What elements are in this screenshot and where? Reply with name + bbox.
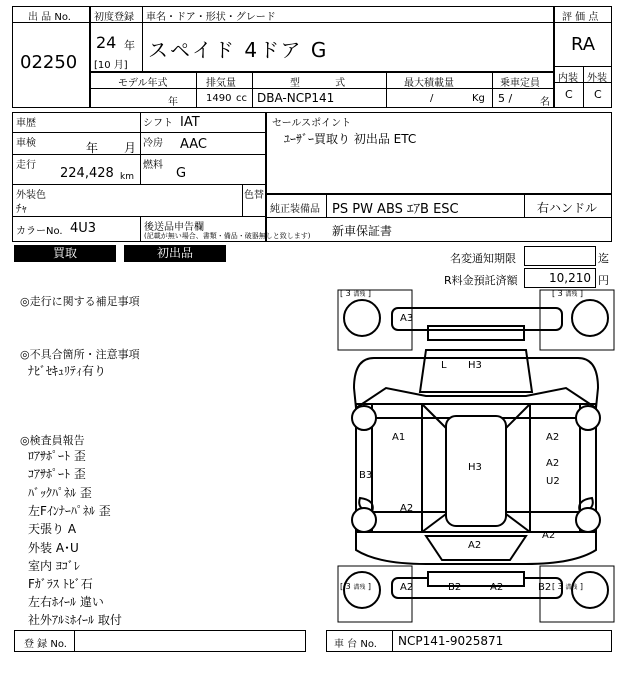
first-reg-label: 初度登録	[94, 12, 134, 23]
inspection-month: 月	[124, 141, 137, 155]
transfer-label: 名変通知期限	[450, 252, 516, 265]
equipment-value: PS PW ABS ｴｱB ESC	[332, 202, 459, 217]
defect-item: ﾅﾋﾞｾｷｭﾘﾃｨ有り	[28, 364, 107, 378]
recycle-label: R料金預託済額	[444, 274, 518, 287]
buyback-badge: 買取	[14, 245, 116, 262]
model-year-value: 年	[168, 97, 178, 108]
displacement-value: 1490	[206, 93, 232, 104]
tire-value-bottom-left: 3	[345, 582, 351, 591]
handle-value: 右ハンドル	[537, 201, 598, 215]
rear-plate	[428, 326, 524, 340]
exterior-value: C	[594, 88, 602, 101]
mark-front-bumper-2: B2	[448, 582, 462, 593]
color-no-label: カラーNo.	[16, 226, 63, 237]
inspector-item: ｺｱｻﾎﾟｰﾄ 歪	[28, 467, 86, 481]
chassis-label: 車 台 No.	[334, 639, 377, 650]
mark-rear-door-right: A2	[546, 458, 560, 469]
inspector-item: ﾛｱｻﾎﾟｰﾄ 歪	[28, 449, 86, 463]
recycle-value-box	[524, 268, 596, 288]
mark-front-bumper-1: A2	[400, 582, 414, 593]
tire-label-top-right: [ 3 溝残 ]	[552, 289, 583, 298]
exterior-label: 外装	[587, 73, 607, 84]
inspector-item: 室内 ﾖｺﾞﾚ	[28, 559, 80, 573]
later-parts-label: 後送品申告欄	[144, 222, 204, 233]
tire-label-bottom-left: [ 3 溝残 ]	[340, 582, 371, 591]
mark-front-bumper-4: B2	[538, 582, 552, 593]
model-name: スペイド 4ドア G	[148, 38, 329, 62]
inspection-label: 車検	[16, 138, 36, 149]
seats-unit: 名	[540, 97, 550, 108]
capacity-value: /	[430, 93, 434, 104]
interior-label: 内装	[558, 73, 578, 84]
mark-roof: H3	[468, 462, 482, 473]
chassis-value: NCP141-9025871	[398, 634, 504, 648]
tire-word-bottom-right: 溝残	[565, 584, 578, 591]
interior-value: C	[565, 88, 573, 101]
seats-label: 乗車定員	[500, 78, 540, 89]
wheel-rear-right	[572, 300, 608, 336]
mark-rear-glass-h: H3	[468, 360, 482, 371]
defect-title: ◎不具合箇所・注意事項	[20, 348, 140, 361]
rear-glass	[420, 350, 532, 392]
model-label: 車名・ドア・形状・グレード	[146, 12, 276, 23]
inspector-title: ◎検査員報告	[20, 434, 85, 447]
tire-box-bottom-right	[540, 566, 614, 622]
tire-value-top-left: 3	[345, 289, 351, 298]
tire-value-bottom-right: 3	[557, 582, 563, 591]
inspector-item: 左Fｲﾝﾅｰﾊﾟﾈﾙ 歪	[28, 504, 111, 518]
shift-label: シフト	[143, 118, 173, 129]
wheel-rear-left	[344, 300, 380, 336]
inspector-item: Fｶﾞﾗｽ ﾄﾋﾞ石	[28, 577, 93, 591]
history-label: 車歴	[16, 118, 36, 129]
aircon-value: AAC	[180, 137, 207, 152]
lot-label: 出 品 No.	[28, 12, 71, 23]
year-unit: 年	[124, 39, 135, 52]
mark-front-bumper-3: A2	[490, 582, 504, 593]
mark-front-right-fender: A2	[542, 530, 556, 541]
type-label: 型 式	[290, 78, 362, 89]
recolor-label: 色替	[244, 190, 264, 201]
displacement-label: 排気量	[206, 78, 236, 89]
tire-word-top-right: 溝残	[565, 291, 578, 298]
reg-label: 登 録 No.	[24, 639, 67, 650]
mileage-unit: km	[120, 172, 134, 182]
color-no-value: 4U3	[70, 221, 97, 236]
car-damage-diagram	[334, 288, 624, 628]
tire-label-top-left: [ 3 溝残 ]	[340, 289, 371, 298]
lot-number: 02250	[20, 52, 78, 73]
grade-label: 評 価 点	[562, 12, 599, 23]
shift-value: IAT	[180, 115, 200, 130]
equipment-label: 純正装備品	[270, 204, 320, 215]
capacity-label: 最大積載量	[404, 78, 454, 89]
supplement-title: ◎走行に関する補足事項	[20, 295, 140, 308]
tire-word-top-left: 溝残	[353, 291, 366, 298]
mark-front-left-fender: A2	[400, 503, 414, 514]
displacement-unit: cc	[236, 93, 247, 104]
fuel-value: G	[176, 166, 187, 181]
seats-value: 5 /	[498, 92, 513, 105]
recycle-value: 10,210	[549, 271, 591, 285]
grade-value: RA	[571, 34, 596, 55]
aircon-label: 冷房	[143, 138, 163, 149]
ext-color-label: 外装色	[16, 190, 46, 201]
front-plate	[428, 572, 524, 586]
tire-label-bottom-right: [ 3 溝残 ]	[552, 582, 583, 591]
inspector-item: 左右ﾎｲｰﾙ 違い	[28, 595, 104, 609]
tire-word-bottom-left: 溝残	[353, 584, 366, 591]
transfer-unit: 迄	[598, 252, 609, 265]
warranty-value: 新車保証書	[332, 224, 393, 238]
fuel-label: 燃料	[143, 160, 163, 171]
inspector-item: 外装 A･U	[28, 541, 79, 555]
mark-rear-bumper: A3	[400, 313, 414, 324]
tire-value-top-right: 3	[557, 289, 563, 298]
first-listing-badge: 初出品	[124, 245, 226, 262]
recycle-unit: 円	[598, 274, 609, 287]
mileage-label: 走行	[16, 160, 36, 171]
model-year-label: モデル年式	[118, 78, 168, 89]
tire-box-top-right	[540, 290, 614, 350]
type-value: DBA-NCP141	[257, 91, 335, 105]
mileage-value: 224,428	[60, 166, 114, 181]
mark-rear-left-panel: A1	[392, 432, 406, 443]
inspector-item: 天張り A	[28, 522, 77, 536]
sales-point-label: セールスポイント	[272, 118, 352, 129]
mark-back-left: B3	[359, 470, 373, 481]
ext-color-value: ﾁｬ	[16, 202, 27, 215]
first-reg-year: 24	[96, 33, 117, 52]
mark-rear-right-panel: A2	[546, 432, 560, 443]
inspector-item: ﾊﾞｯｸﾊﾟﾈﾙ 歪	[28, 486, 92, 500]
capacity-unit: Kg	[472, 93, 485, 104]
first-reg-month: [10 月]	[94, 60, 128, 71]
inspection-year: 年	[86, 141, 99, 155]
mark-hood: A2	[468, 540, 482, 551]
later-parts-note: (記載が無い場合、書類・備品・破器無しと致します)	[144, 232, 311, 240]
transfer-value-box	[524, 246, 596, 266]
tire-box-bottom-left	[338, 566, 412, 622]
inspector-item: 社外ｱﾙﾐﾎｲｰﾙ 取付	[28, 613, 122, 627]
sales-point-value: ﾕｰｻﾞｰ買取り 初出品 ETC	[284, 132, 417, 146]
mark-rear-door-right2: U2	[546, 476, 560, 487]
mark-rear-glass-l: L	[441, 360, 447, 371]
